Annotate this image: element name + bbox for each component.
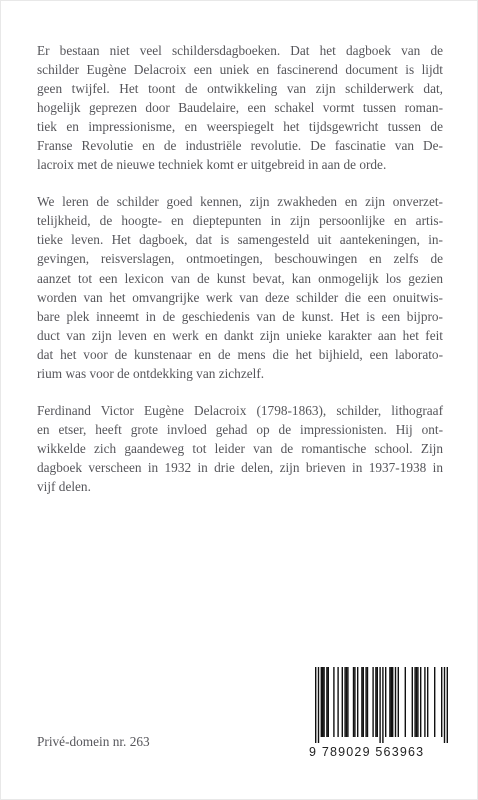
barcode-bar <box>363 667 364 737</box>
blurb-paragraph-2 <box>37 192 443 382</box>
barcode-bar <box>346 667 347 737</box>
barcode-bar <box>377 667 378 737</box>
text-line: lacroix met de nieuwe techniek komt er uitgebreid in aan de orde. <box>37 157 387 173</box>
barcode-bar <box>333 667 334 737</box>
barcode-bar <box>361 667 362 737</box>
text-line: worden van het omvangrijke werk van deze schilder die een onuitwis- <box>37 289 443 305</box>
text-line: en etser, heeft grote invloed gehad op de impressionisten. Hij ont- <box>37 421 443 437</box>
barcode-bar <box>382 667 383 743</box>
barcode-bar <box>344 667 345 737</box>
text-line: gevingen, reisverslagen, ontmoetingen, beschouwingen en zelfs de <box>37 251 443 267</box>
barcode-bar <box>395 667 396 737</box>
text-line: tieke leven. Het dagboek, dat is samengesteld uit aantekeningen, in- <box>37 232 443 248</box>
barcode-bar <box>357 667 358 737</box>
barcode-bar <box>405 667 406 737</box>
barcode-bar <box>444 667 445 743</box>
barcode-bar <box>398 667 399 737</box>
text-line: Er bestaan niet veel schildersdagboeken. Dat het dagboek van de <box>37 43 443 58</box>
barcode-bar <box>322 667 323 737</box>
text-line: geen twijfel. Het toont de ontwikkeling van zijn schilderwerk dat, <box>37 81 443 97</box>
barcode-bar <box>337 667 338 737</box>
barcode-bar <box>372 667 373 737</box>
barcode-bar <box>354 667 355 737</box>
barcode-bar <box>417 667 418 737</box>
text-line: bare plek inneemt in de geschiedenis van de kunst. Het is een bijpro- <box>37 308 443 324</box>
text-line: dagboek verscheen in 1932 in drie delen, zijn brieven in 1937-1938 in <box>37 459 443 475</box>
series-imprint: Privé-domein nr. 263 <box>37 734 150 749</box>
barcode-bar <box>420 667 421 737</box>
text-line: tiek en impressionisme, en weerspiegelt het tijdsgewricht tussen de <box>37 119 443 135</box>
blurb-paragraph-1 <box>37 41 443 174</box>
barcode-bar <box>392 667 393 737</box>
barcode-bar <box>414 667 415 737</box>
barcode-bar <box>385 667 386 737</box>
text-line: Ferdinand Victor Eugène Delacroix (1798-1863), schilder, lithograaf <box>37 402 443 418</box>
barcode-bar <box>365 667 366 737</box>
text-line: schilder Eugène Delacroix een uniek en fascinerend document is lijdt <box>37 62 443 78</box>
barcode-bar <box>347 667 348 737</box>
barcode-bar <box>326 667 327 737</box>
barcode-bar <box>321 667 322 737</box>
text-line: dat het voor de kunstenaar en de mens die het bijhield, een laborato- <box>37 346 443 362</box>
text-line: rium was voor de ontdekking van zichzelf. <box>37 365 265 381</box>
barcode-bar <box>427 667 428 737</box>
text-line: vijf delen. <box>37 478 91 494</box>
isbn-digits: 9 789029 563963 <box>309 745 425 759</box>
barcode-bar <box>424 667 425 737</box>
text-line: Franse Revolutie en de industriële revolutie. De fascinatie van De- <box>37 138 443 154</box>
text-line: wikkelde zich gaandeweg tot leider van de romantische school. Zijn <box>37 440 443 456</box>
barcode-bar <box>315 667 316 743</box>
barcode-bar <box>416 667 417 737</box>
barcode-bar <box>375 667 376 737</box>
text-line: aanzet tot een lexicon van de kunst bevat, kan onmogelijk los gezien <box>37 270 443 286</box>
barcode-bar <box>379 667 380 743</box>
barcode-bar <box>328 667 329 737</box>
barcode-bar <box>447 667 448 743</box>
text-line: telijkheid, de hoogte- en dieptepunten in zijn persoonlijke en artis- <box>37 213 443 229</box>
barcode-bar <box>391 667 392 737</box>
barcode-bar <box>441 667 442 737</box>
blurb-paragraph-3-author-bio <box>37 401 443 496</box>
blurb-text <box>37 41 443 496</box>
text-line: duct van zijn leven en werk en dankt zijn unieke karakter aan het feit <box>37 327 443 343</box>
barcode-bar <box>434 667 435 737</box>
barcode-bar <box>342 667 343 737</box>
barcode-bar <box>367 667 368 737</box>
text-line: hogelijk geprezen door Baudelaire, een schakel vormt tussen roman- <box>37 100 443 116</box>
barcode-bar <box>318 667 319 743</box>
barcode-bar <box>389 667 390 737</box>
text-line: We leren de schilder goed kennen, zijn zwakheden en zijn onverzet- <box>37 194 443 210</box>
barcode-image <box>313 667 455 743</box>
barcode-block <box>309 667 455 768</box>
barcode-bar <box>412 667 413 737</box>
barcode-bar <box>323 667 324 737</box>
barcode-bar <box>353 667 354 737</box>
